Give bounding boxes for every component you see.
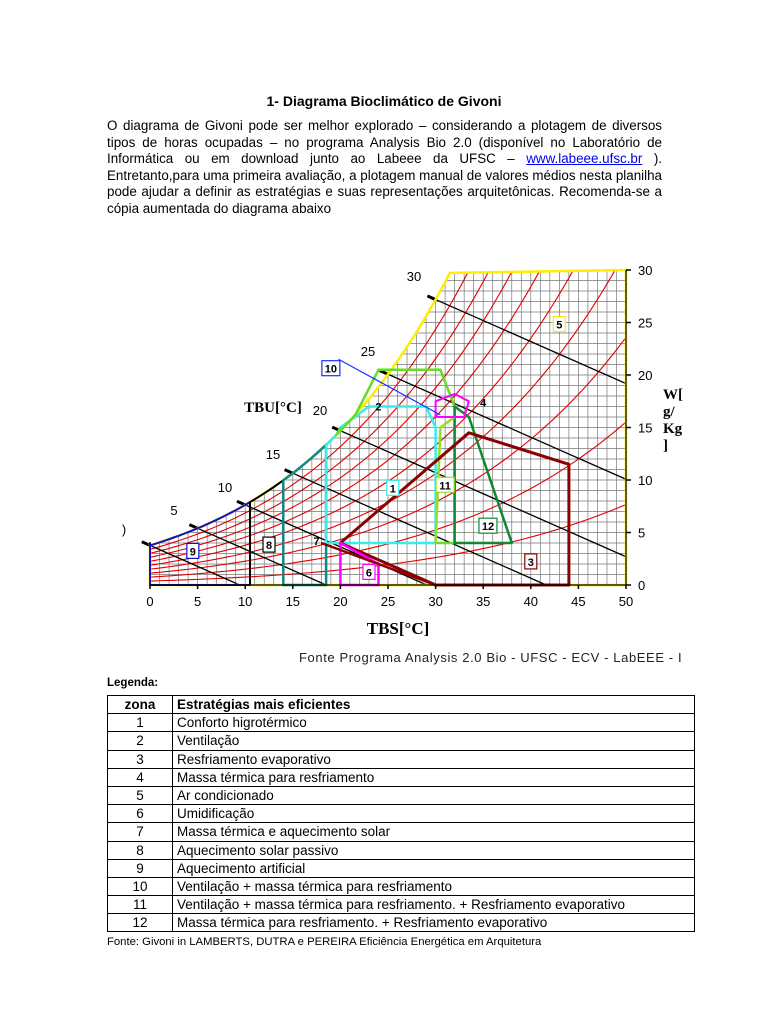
x-tick-label: 5: [193, 594, 202, 609]
wet-bulb-tick-label: 20: [312, 403, 328, 418]
legend-row: [108, 805, 695, 823]
legend-row: [108, 750, 695, 768]
legend-zone: 6: [108, 805, 173, 823]
x-tick-label: 30: [428, 594, 443, 609]
legend-header-strategy: Estratégias mais eficientes: [173, 696, 695, 714]
legend-header-row: [108, 696, 695, 714]
intro-text-start: O diagrama de Givoni pode ser melhor explorado – considerando a plotagem de diversos tipos de horas ocupadas – no programa Analysis Bio 2.0 (disponível no Laboratório de Informática ou em download junto ao Labeee da UFSC –: [107, 118, 662, 167]
legend-strategy: Aquecimento artificial: [173, 859, 695, 877]
y-tick-label: 15: [638, 420, 653, 436]
y-tick-label: 25: [638, 315, 653, 331]
legend-zone: 10: [108, 877, 173, 895]
zone-7-label: 7: [313, 535, 320, 548]
zone-4-label: 4: [480, 397, 487, 410]
legend-strategy: Ventilação + massa térmica para resfriamento: [173, 877, 695, 895]
x-tick-label: 20: [333, 594, 348, 609]
legend-header-zone: zona: [108, 696, 173, 714]
chart-labels: [122, 269, 683, 638]
legend-row: [108, 896, 695, 914]
legend-strategy: Massa térmica para resfriamento: [173, 768, 695, 786]
y-axis-label: Kg: [663, 421, 683, 437]
wet-bulb-tick-label: ): [121, 522, 127, 537]
zone-5-label: 5: [556, 319, 563, 332]
y-tick-label: 20: [638, 368, 653, 383]
legend-row: [108, 877, 695, 895]
legend-strategy: Ventilação + massa térmica para resfriamento. + Resfriamento evaporativo: [173, 896, 695, 914]
zone-10-label: 10: [324, 363, 338, 376]
legend-strategy: Umidificação: [173, 805, 695, 823]
document-title: 1- Diagrama Bioclimático de Givoni: [266, 93, 502, 109]
y-axis-label: W[: [663, 387, 683, 403]
chart-axes: [146, 263, 652, 609]
legend-label: Legenda:: [107, 677, 159, 689]
zone-12-label: 12: [481, 521, 495, 534]
legend-strategy: Ventilação: [173, 732, 695, 750]
wet-bulb-tick-label: 15: [265, 447, 281, 462]
wet-bulb-tick: [380, 371, 388, 375]
legend-row: [108, 841, 695, 859]
legend-zone: 8: [108, 841, 173, 859]
legend-strategy: Resfriamento evaporativo: [173, 750, 695, 768]
zone-6-label: 6: [365, 567, 373, 580]
zone-9-label: 9: [189, 546, 196, 559]
x-axis-label: TBS[°C]: [366, 619, 430, 638]
zone-11-label: 11: [439, 480, 451, 493]
legend-zone: 4: [108, 768, 173, 786]
zone-3-label: 3: [527, 556, 534, 569]
y-tick-label: 10: [638, 473, 653, 488]
wet-bulb-tick-label: 25: [360, 344, 376, 359]
legend-zone: 7: [108, 823, 173, 841]
x-tick-label: 40: [523, 594, 539, 609]
legend-row: [108, 786, 695, 804]
x-tick-label: 0: [146, 594, 154, 609]
x-tick-label: 35: [475, 594, 491, 609]
wet-bulb-lines: [142, 296, 626, 585]
zone-9-outline: [150, 502, 250, 585]
legend-zone: 2: [108, 732, 173, 750]
x-tick-label: 10: [237, 594, 253, 609]
x-tick-label: 50: [618, 594, 634, 609]
legend-row: [108, 732, 695, 750]
zone-2-label: 2: [375, 401, 382, 414]
wet-bulb-axis-label: TBU[°C]: [244, 400, 302, 416]
legend-strategy: Ar condicionado: [173, 786, 695, 804]
legend-zone: 1: [108, 714, 173, 732]
legend-strategy: Massa térmica e aquecimento solar: [173, 823, 695, 841]
legend-row: [108, 714, 695, 732]
zone-1-label: 1: [389, 483, 396, 496]
zone-8-label: 8: [265, 540, 273, 553]
legend-zone: 9: [108, 859, 173, 877]
x-tick-label: 45: [571, 594, 586, 609]
y-axis-label: ]: [663, 438, 668, 454]
legend-zone: 3: [108, 750, 173, 768]
intro-text-end: ). Entretanto,para uma primeira avaliação, a plotagem manual de valores médios nesta planilha pode ajudar a definir as estratégias e suas representações arquitetônicas. Recomenda-se a cópia aumentada do diagrama abaixo: [107, 151, 662, 216]
wet-bulb-tick-label: 5: [170, 503, 178, 518]
labeee-link[interactable]: www.labeee.ufsc.br: [526, 151, 643, 167]
legend-row: [108, 859, 695, 877]
legend-strategy: Massa térmica para resfriamento. + Resfriamento evaporativo: [173, 914, 695, 932]
legend-row: [108, 823, 695, 841]
wet-bulb-line: [388, 374, 626, 479]
wet-bulb-tick-label: 10: [217, 480, 233, 495]
y-tick-label: 0: [638, 578, 646, 593]
y-tick-label: 30: [638, 263, 653, 278]
wet-bulb-tick: [427, 296, 435, 300]
wet-bulb-tick-label: 30: [406, 269, 422, 284]
legend-strategy: Aquecimento solar passivo: [173, 841, 695, 859]
legend-table: [107, 695, 695, 932]
y-axis-label: g/: [663, 404, 675, 420]
legend-row: [108, 768, 695, 786]
y-tick-label: 5: [638, 525, 646, 541]
chart-source-note: Fonte Programa Analysis 2.0 Bio - UFSC - ECV - LabEEE - I: [299, 650, 683, 665]
legend-zone: 12: [108, 914, 173, 932]
legend-zone: 5: [108, 786, 173, 804]
legend-strategy: Conforto higrotérmico: [173, 714, 695, 732]
legend-footnote: Fonte: Givoni in LAMBERTS, DUTRA e PEREIRA Eficiência Energética em Arquitetura: [107, 936, 542, 948]
legend-row: [108, 914, 695, 932]
x-tick-label: 25: [380, 594, 396, 609]
x-tick-label: 15: [285, 594, 301, 609]
legend-zone: 11: [108, 896, 173, 914]
